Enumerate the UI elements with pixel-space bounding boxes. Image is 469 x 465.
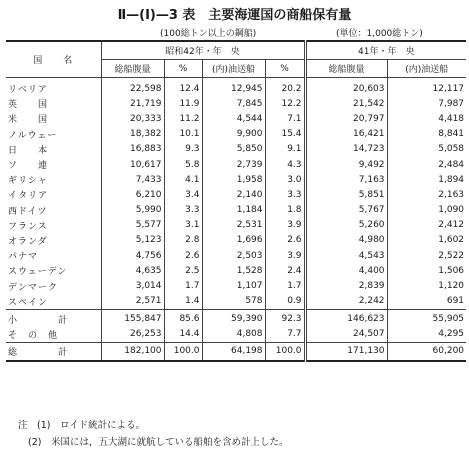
table-row [6, 96, 466, 111]
gross-42-cell: 26,253 [101, 327, 164, 343]
tanker-42-cell: 2,531 [202, 218, 265, 233]
table-row [6, 278, 466, 293]
table-row [6, 78, 466, 97]
pct-42-cell: 1.4 [164, 294, 202, 310]
gross-41-cell: 5,260 [305, 218, 387, 233]
row-label: 英 国 [8, 100, 49, 111]
row-label: リベリア [8, 85, 48, 96]
tanker-42-cell: 2,140 [202, 187, 265, 202]
gross-41-cell: 5,767 [305, 203, 387, 218]
pct-42-cell: 100.0 [164, 342, 202, 361]
gross-41-cell: 146,623 [305, 309, 387, 327]
gross-42-cell: 4,635 [101, 263, 164, 278]
table-row [6, 233, 466, 248]
gross-42-cell: 155,847 [101, 309, 164, 327]
gross-41-cell: 4,400 [305, 263, 387, 278]
gross-tonnage-header: 総船腹量 [101, 60, 164, 78]
tanker-41-cell: 4,295 [387, 327, 466, 343]
tanker-41-cell: 55,905 [387, 309, 466, 327]
tanker-41-cell: 1,602 [387, 233, 466, 248]
note-1: 注 (1) ロイド統計による。 [18, 420, 146, 431]
row-label: 米 国 [8, 115, 49, 126]
tanker-pct-42-cell: 1.8 [265, 203, 305, 218]
gross-42-cell: 5,990 [101, 203, 164, 218]
gross-41-cell: 7,163 [305, 172, 387, 187]
gross-41-cell: 14,723 [305, 142, 387, 157]
tanker-pct-42-cell: 100.0 [265, 342, 305, 361]
tanker-42-cell: 4,544 [202, 111, 265, 126]
tanker-41-cell: 1,090 [387, 203, 466, 218]
table-row [6, 218, 466, 233]
row-label: ソ 連 [8, 161, 49, 172]
tanker-42-cell: 12,945 [202, 78, 265, 97]
table-row [6, 111, 466, 126]
pct-42-cell: 2.5 [164, 263, 202, 278]
year41-group-header: 41年・年 央 [305, 41, 466, 60]
row-label: オランダ [8, 236, 48, 247]
row-label: スペイン [8, 297, 49, 308]
tanker-41-cell: 4,418 [387, 111, 466, 126]
row-label: 総 計 [6, 342, 101, 361]
subtotal-rows [6, 309, 466, 342]
gross-41-cell: 171,130 [305, 342, 387, 361]
gross-42-cell: 2,571 [101, 294, 164, 310]
row-label: パナマ [8, 252, 39, 263]
pct-42-cell: 10.1 [164, 127, 202, 142]
tanker-42-cell: 1,958 [202, 172, 265, 187]
other-row [6, 327, 466, 343]
gross-42-cell: 18,382 [101, 127, 164, 142]
pct-42-cell: 85.6 [164, 309, 202, 327]
table-row [6, 203, 466, 218]
gross-41-cell: 16,421 [305, 127, 387, 142]
gross-42-cell: 16,883 [101, 142, 164, 157]
tanker-42-cell: 5,850 [202, 142, 265, 157]
tanker-41-cell: 2,522 [387, 248, 466, 263]
gross-42-cell: 20,333 [101, 111, 164, 126]
gross-42-cell: 5,123 [101, 233, 164, 248]
tanker-41-cell: 1,506 [387, 263, 466, 278]
tanker-header: (内)油送船 [202, 60, 265, 78]
tanker-percent-header: % [265, 60, 305, 78]
country-rows [6, 78, 466, 310]
tanker-42-cell: 9,900 [202, 127, 265, 142]
subtotal-row [6, 309, 466, 327]
row-label: 西ドイツ [8, 206, 48, 217]
gross-41-cell: 20,797 [305, 111, 387, 126]
gross-42-cell: 21,719 [101, 96, 164, 111]
row-label: デンマーク [8, 282, 58, 293]
tanker-41-cell: 1,894 [387, 172, 466, 187]
tanker-pct-42-cell: 12.2 [265, 96, 305, 111]
table-title: Ⅱ—(Ⅰ)—3 表 主要海運国の商船保有量 [117, 8, 352, 23]
tanker-pct-42-cell: 2.6 [265, 233, 305, 248]
pct-42-cell: 3.4 [164, 187, 202, 202]
pct-42-cell: 12.4 [164, 78, 202, 97]
tanker-pct-42-cell: 1.7 [265, 278, 305, 293]
gross-41-cell: 5,851 [305, 187, 387, 202]
table-row [6, 263, 466, 278]
gross-42-cell: 182,100 [101, 342, 164, 361]
table-notes [18, 417, 288, 451]
pct-42-cell: 14.4 [164, 327, 202, 343]
gross-41-cell: 20,603 [305, 78, 387, 97]
pct-42-cell: 11.9 [164, 96, 202, 111]
tanker-41-cell: 2,484 [387, 157, 466, 172]
tanker-41-cell: 1,120 [387, 278, 466, 293]
tanker-42-cell: 2,503 [202, 248, 265, 263]
tanker-pct-42-cell: 92.3 [265, 309, 305, 327]
table-header [6, 41, 466, 78]
tanker-41-header: (内)油送船 [387, 60, 466, 78]
pct-42-cell: 11.2 [164, 111, 202, 126]
tanker-41-cell: 12,117 [387, 78, 466, 97]
table-row [6, 294, 466, 310]
note-2: (2) 米国には，五大湖に就航している船舶を含め計上した。 [28, 437, 289, 448]
gross-tonnage-41-header: 総船腹量 [305, 60, 387, 78]
total-rows [6, 342, 466, 361]
gross-41-cell: 4,543 [305, 248, 387, 263]
gross-42-cell: 4,756 [101, 248, 164, 263]
tanker-41-cell: 7,987 [387, 96, 466, 111]
gross-42-cell: 10,617 [101, 157, 164, 172]
gross-42-cell: 7,433 [101, 172, 164, 187]
gross-42-cell: 5,577 [101, 218, 164, 233]
gross-42-cell: 22,598 [101, 78, 164, 97]
tanker-pct-42-cell: 3.9 [265, 248, 305, 263]
percent-header: % [164, 60, 202, 78]
tanker-41-cell: 60,200 [387, 342, 466, 361]
gross-42-cell: 3,014 [101, 278, 164, 293]
row-label: フランス [8, 221, 48, 232]
tanker-42-cell: 1,528 [202, 263, 265, 278]
table-row [6, 127, 466, 142]
table-unit-note: (単位：1,000総トン) [336, 29, 423, 39]
tanker-pct-42-cell: 9.1 [265, 142, 305, 157]
tanker-pct-42-cell: 0.9 [265, 294, 305, 310]
pct-42-cell: 3.1 [164, 218, 202, 233]
gross-42-cell: 6,210 [101, 187, 164, 202]
row-label: スウェーデン [8, 267, 68, 278]
table-row [6, 157, 466, 172]
pct-42-cell: 2.6 [164, 248, 202, 263]
row-label: そ の 他 [8, 330, 59, 341]
table-row [6, 172, 466, 187]
tanker-42-cell: 7,845 [202, 96, 265, 111]
table-row [6, 187, 466, 202]
gross-41-cell: 9,492 [305, 157, 387, 172]
table-row [6, 142, 466, 157]
tanker-pct-42-cell: 3.3 [265, 187, 305, 202]
tanker-pct-42-cell: 20.2 [265, 78, 305, 97]
country-column-header: 国 名 [6, 41, 101, 78]
pct-42-cell: 2.8 [164, 233, 202, 248]
pct-42-cell: 3.3 [164, 203, 202, 218]
tanker-42-cell: 578 [202, 294, 265, 310]
tanker-pct-42-cell: 7.7 [265, 327, 305, 343]
pct-42-cell: 9.3 [164, 142, 202, 157]
row-label: 小 計 [6, 309, 101, 327]
row-label: ギリシャ [8, 176, 48, 187]
year42-group-header: 昭和42年・年 央 [101, 41, 305, 60]
tanker-42-cell: 1,696 [202, 233, 265, 248]
tanker-41-cell: 8,841 [387, 127, 466, 142]
tanker-42-cell: 64,198 [202, 342, 265, 361]
tanker-41-cell: 2,412 [387, 218, 466, 233]
tanker-42-cell: 59,390 [202, 309, 265, 327]
gross-41-cell: 4,980 [305, 233, 387, 248]
tanker-42-cell: 4,808 [202, 327, 265, 343]
tanker-pct-42-cell: 4.3 [265, 157, 305, 172]
gross-41-cell: 24,507 [305, 327, 387, 343]
tanker-pct-42-cell: 3.0 [265, 172, 305, 187]
table-row [6, 248, 466, 263]
total-row [6, 342, 466, 361]
tanker-pct-42-cell: 7.1 [265, 111, 305, 126]
row-label: 日 本 [8, 145, 49, 156]
tanker-42-cell: 2,739 [202, 157, 265, 172]
pct-42-cell: 1.7 [164, 278, 202, 293]
tanker-42-cell: 1,184 [202, 203, 265, 218]
pct-42-cell: 4.1 [164, 172, 202, 187]
pct-42-cell: 5.8 [164, 157, 202, 172]
gross-41-cell: 2,242 [305, 294, 387, 310]
tanker-pct-42-cell: 2.4 [265, 263, 305, 278]
tanker-pct-42-cell: 3.9 [265, 218, 305, 233]
tanker-41-cell: 691 [387, 294, 466, 310]
tanker-pct-42-cell: 15.4 [265, 127, 305, 142]
table-scope-note: (100総トン以上の鋼船) [160, 29, 257, 39]
tanker-41-cell: 5,058 [387, 142, 466, 157]
tanker-42-cell: 1,107 [202, 278, 265, 293]
tanker-41-cell: 2,163 [387, 187, 466, 202]
gross-41-cell: 21,542 [305, 96, 387, 111]
row-label: ノルウェー [8, 130, 58, 141]
gross-41-cell: 2,839 [305, 278, 387, 293]
row-label: イタリア [8, 191, 49, 202]
merchant-fleet-table [6, 40, 466, 362]
